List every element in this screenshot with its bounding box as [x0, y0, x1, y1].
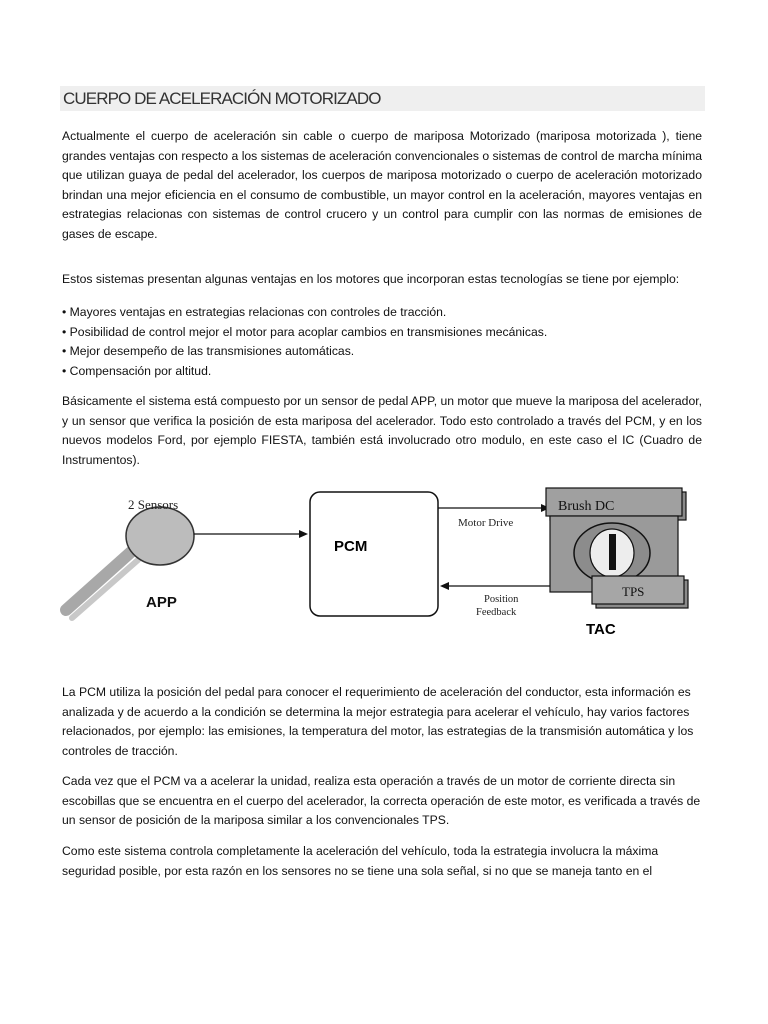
list-item: • Mayores ventajas en estrategias relacionas con controles de tracción. [62, 303, 702, 323]
paragraph-intro: Actualmente el cuerpo de aceleración sin cable o cuerpo de mariposa Motorizado (mariposa motorizada ), tiene grandes ventajas con respecto a los sistemas de aceleración convencionales o sistemas de control de marcha mínima que utilizan guaya de pedal del acelerador, los cuerpos de mariposa motorizado o cuerpo de aceleración motorizado brindan una mejor eficiencia en el consumo de combustible, un mayor control en la aceleración, mayores ventajas en estrategias relacionas con sistemas de control crucero y un control para cumplir con las normas de emisiones de gases de escape. [62, 129, 702, 241]
system-diagram [56, 480, 696, 650]
pcm-box [310, 492, 438, 616]
advantages-list [62, 303, 702, 381]
tps-label: TPS [622, 584, 645, 599]
paragraph-pcm-function: La PCM utiliza la posición del pedal para conocer el requerimiento de aceleración del conductor, esta información es analizada y de acuerdo a la condición se determina la mejor estrategia para acelerar el vehículo, hay varios factores relacionados, por ejemplo: las emisiones, la temperatura del motor, las estrategias de la transmisión automática y los controles de tracción. [62, 685, 694, 758]
feedback-label: Feedback [476, 607, 517, 618]
list-item: • Posibilidad de control mejor el motor para acoplar cambios en transmisiones mecánicas. [62, 323, 702, 343]
paragraph-advantages-intro: Estos sistemas presentan algunas ventajas en los motores que incorporan estas tecnologías se tiene por ejemplo: [62, 272, 680, 286]
brush-dc-label: Brush DC [558, 499, 615, 514]
paragraph-safety: Como este sistema controla completamente la aceleración del vehículo, toda la estrategia involucra la máxima seguridad posible, por esta razón en los sensores no se tiene una sola señal, si no que se maneja tanto en el [62, 844, 659, 878]
motor-drive-label: Motor Drive [458, 517, 514, 529]
list-item: • Compensación por altitud. [62, 362, 702, 382]
paragraph-motor-operation: Cada vez que el PCM va a acelerar la unidad, realiza esta operación a través de un motor de corriente directa sin escobillas que se encuentra en el cuerpo del acelerador, la correcta operación de este motor, es verificada a través de un sensor de posición de la mariposa similar a los convencionales TPS. [62, 774, 701, 827]
sensors-label: 2 Sensors [128, 497, 179, 512]
section-title: CUERPO DE ACELERACIÓN MOTORIZADO [63, 89, 381, 108]
section-title-bar [60, 86, 705, 111]
app-label: APP [146, 594, 177, 611]
pcm-label: PCM [334, 538, 368, 555]
paragraph-system-composition: Básicamente el sistema está compuesto por un sensor de pedal APP, un motor que mueve la mariposa del acelerador, y un sensor que verifica la posición de esta mariposa del acelerador. Todo esto controlado a través del PCM, y en los nuevos modelos Ford, por ejemplo FIESTA, también está involucrado otro modulo, en este caso el IC (Cuadro de Instrumentos). [62, 394, 702, 467]
tac-label: TAC [586, 621, 616, 638]
list-item: • Mejor desempeño de las transmisiones automáticas. [62, 342, 702, 362]
position-label: Position [484, 594, 519, 605]
